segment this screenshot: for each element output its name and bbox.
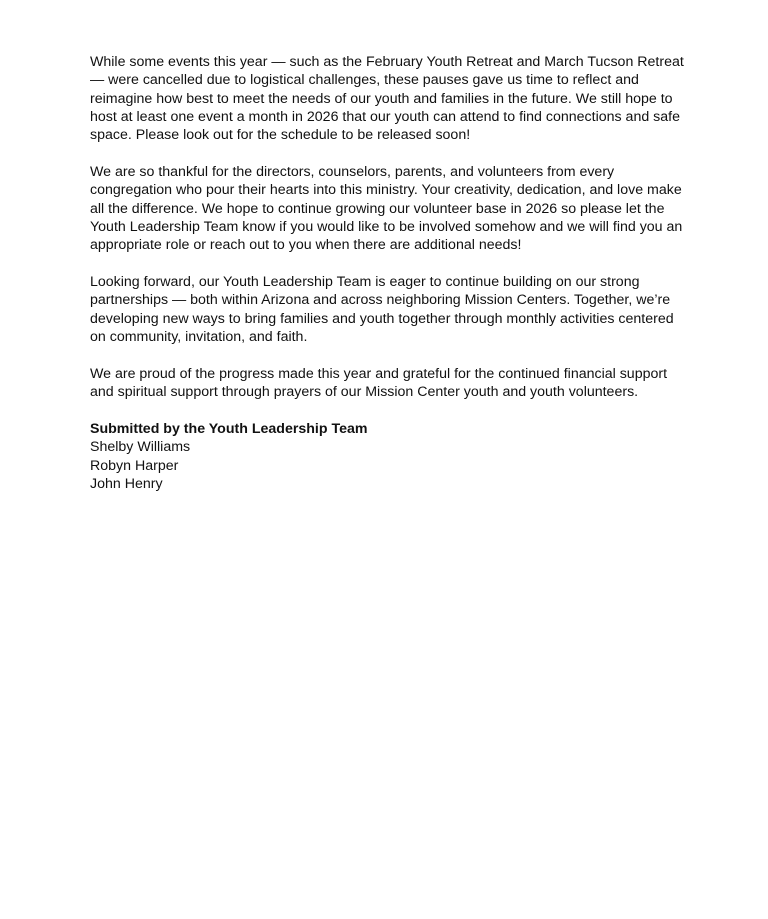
signature-heading: Submitted by the Youth Leadership Team [90,420,368,437]
signature-name: John Henry [90,475,163,492]
document-body [90,53,690,493]
paragraph-events-update: While some events this year — such as the February Youth Retreat and March Tucson Retreat — were cancelled due to logistical challenges, these pauses gave us time to reflect and reimagine how best to meet the needs of our youth and families in the future. We still hope to host at least one event a month in 2026 that our youth can attend to find connections and safe space. Please look out for the schedule to be released soon! [90,54,684,144]
paragraph-progress: We are proud of the progress made this year and grateful for the continued financial support and spiritual support through prayers of our Mission Center youth and youth volunteers. [90,365,668,401]
signature-name: Shelby Williams [90,439,191,456]
signature-block [90,420,690,493]
signature-name: Robyn Harper [90,457,179,474]
paragraph-looking-forward: Looking forward, our Youth Leadership Team is eager to continue building on our strong partnerships — both within Arizona and across neighboring Mission Centers. Together, we’re developing new ways to bring families and youth together through monthly activities centered on community, invitation, and faith. [90,274,674,346]
paragraph-thanks-volunteers: We are so thankful for the directors, counselors, parents, and volunteers from every congregation who pour their hearts into this ministry. Your creativity, dedication, and love make all the difference. We hope to continue growing our volunteer base in 2026 so please let the Youth Leadership Team know if you would like to be involved somehow and we will find you an appropriate role or reach out to you when there are additional needs! [90,164,683,254]
